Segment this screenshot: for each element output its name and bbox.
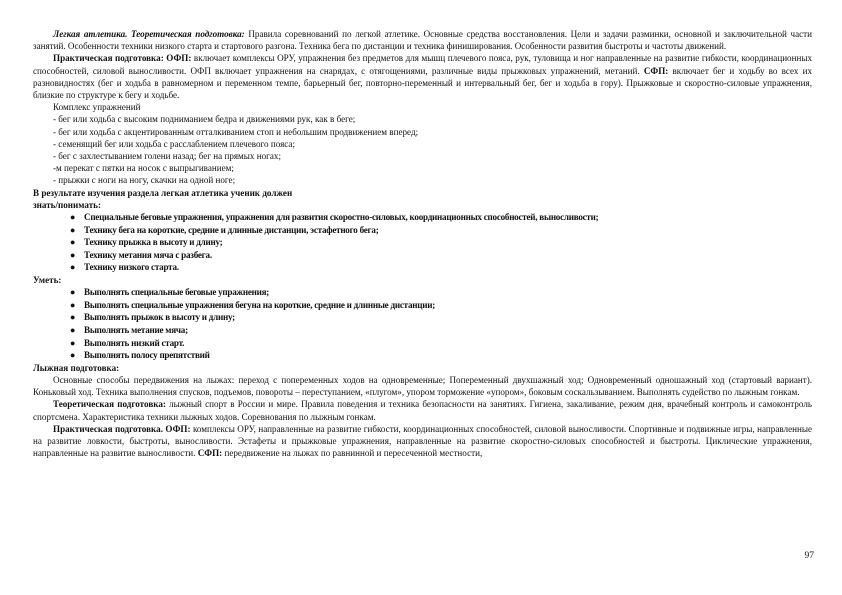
bullet-icon: ●	[70, 287, 76, 298]
bullet-icon: ●	[70, 350, 76, 361]
practical-label: Практическая подготовка:	[53, 53, 164, 64]
bullet-icon: ●	[70, 312, 76, 323]
complex-title: Комплекс упражнений	[53, 102, 141, 113]
ski-theory-text: лыжный спорт в России и мире. Правила поведения и техника безопасности на занятиях. Гигиена, закаливание, режим дня, врачебный контроль и самоконтроль спортсмена. Характеристика техники лыжных ходов. Соревнования по лыжным гонкам.	[33, 399, 813, 422]
ofp-label: ОФП:	[166, 53, 192, 64]
ski-sfp-label: СФП:	[197, 448, 223, 459]
know-list	[33, 211, 812, 274]
exercise-line: - бег или ходьба с высоким подниманием бедра и движениями рук, как в беге;	[53, 114, 356, 125]
know-heading: знать/понимать:	[33, 199, 102, 210]
list-item: ● Выполнять метание мяча;	[70, 325, 188, 335]
page-content	[33, 28, 812, 459]
ski-ofp-text: комплексы ОРУ, направленные на развитие гибкости, координационных способностей, силовой выносливости. Спортивные и подвижные игры, направленные на развитие ловкости, быстроты, выносливости. Эстафеты и прыжковые упражнения, направленные на развитие скоростно-силовых способностей и быстроты. Циклические упражнения, направленные на развитие выносливости.	[33, 423, 813, 459]
athletics-theory-paragraph	[33, 28, 812, 52]
exercise-line: - прыжки с ноги на ногу, скачки на одной ноге;	[53, 175, 236, 186]
list-item: ● Выполнять специальные упражнения бегуна на короткие, средние и длинные дистанции;	[70, 299, 435, 310]
ski-theory-label: Теоретическая подготовка:	[53, 399, 166, 410]
result-heading: В результате изучения раздела легкая атлетика ученик должен	[33, 187, 293, 198]
bullet-icon: ●	[70, 325, 76, 335]
athletics-practical-paragraph	[33, 52, 812, 101]
list-item: ● Технику бега на короткие, средние и длинные дистанции, эстафетного бега;	[70, 224, 379, 235]
list-item: ● Специальные беговые упражнения, упражнения для развития скоростно-силовых, координационных способностей, выносливости;	[70, 212, 599, 223]
sfp-label: СФП:	[643, 65, 669, 76]
skill-list	[33, 286, 812, 362]
list-item: ● Выполнять низкий старт.	[70, 337, 185, 348]
list-item: ● Выполнять специальные беговые упражнения;	[70, 287, 270, 298]
bullet-icon: ●	[70, 212, 76, 223]
bullet-icon: ●	[70, 337, 76, 348]
bullet-icon: ●	[70, 262, 76, 273]
ski-ofp-label: ОФП:	[165, 423, 191, 434]
exercise-line: - семенящий бег или ходьба с расслаблением плечевого пояса;	[53, 138, 295, 149]
page-number: 97	[804, 551, 814, 561]
exercise-line: -м перекат с пятки на носок с выпрыгиванием;	[53, 163, 234, 174]
ski-practical-paragraph	[33, 423, 812, 460]
ski-practical-label: Практическая подготовка.	[53, 423, 163, 434]
skill-heading: Уметь:	[33, 275, 62, 286]
exercise-line: - бег или ходьба с акцентированным отталкиванием стоп и небольшим продвижением вперед;	[53, 126, 419, 137]
list-item: ● Выполнять прыжок в высоту и длину;	[70, 312, 235, 323]
list-item: ● Технику прыжка в высоту и длину;	[70, 237, 223, 248]
bullet-icon: ●	[70, 237, 76, 248]
bullet-icon: ●	[70, 249, 76, 260]
exercise-line: - бег с захлестыванием голени назад; бег на прямых ногах;	[53, 151, 281, 162]
ofp-text: включает комплексы ОРУ, упражнения без предметов для мышц плечевого пояса, рук, туловища и ног направленные на развитие гибкости, координационных способностей, силовой выносливости. ОФП включает упражнения на снарядах, с отягощениями, различные виды прыжковых упражнений, метаний.	[33, 53, 812, 76]
sfp-text: включает бег и ходьбу во всех их разновидностях (бег и ходьба в равномерном и переменном темпе, барьерный бег, повторно-переменный и интервальный бег, бег и ходьба в гору). Прыжковые и скоростно-силовые упражнения, близкие по структуре к бегу и ходьбе.	[33, 65, 813, 101]
bullet-icon: ●	[70, 299, 76, 310]
ski-theory-paragraph	[33, 398, 812, 422]
ski-heading: Лыжная подготовка:	[33, 362, 120, 373]
ski-sfp-text: передвижение на лыжах по равнинной и пересеченной местности,	[224, 448, 483, 459]
athletics-theory-text: Правила соревнований по легкой атлетике. Основные средства восстановления. Цели и задачи разминки, основной и заключительной части занятий. Особенности техники низкого старта и стартового разгона. Техника бега по дистанции и техника финиширования. Особенности развития быстроты и частоты движений.	[33, 29, 812, 52]
ski-intro-paragraph: Основные способы передвижения на лыжах: переход с попеременных ходов на одновременные; Попеременный двухшажный ход; Одновременный одношажный ход (стартовый вариант). Коньковый ход. Техника выполнения спусков, подъемов, повороты – переступанием, «плугом», упором торможение «упором», боковым соскальзыванием. Выполнять судейство по лыжным гонкам.	[33, 374, 812, 398]
bullet-icon: ●	[70, 224, 76, 235]
athletics-title: Легкая атлетика. Теоретическая подготовка:	[53, 29, 245, 39]
list-item: ● Технику низкого старта.	[70, 262, 179, 273]
list-item: ● Выполнять полосу препятствий	[70, 350, 210, 361]
list-item: ● Технику метания мяча с разбега.	[70, 249, 212, 260]
